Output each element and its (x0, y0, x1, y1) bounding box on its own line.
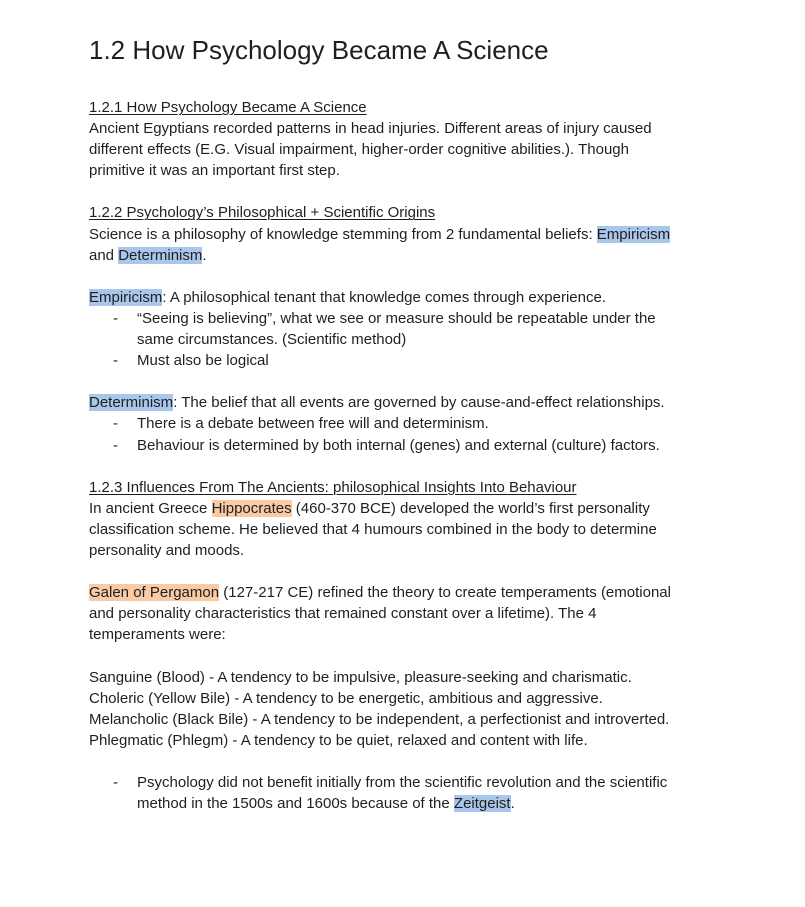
blank-line (89, 181, 769, 202)
highlight-determinism: Determinism (118, 246, 203, 264)
empiricism-definition: Empiricism: A philosophical tenant that knowledge comes through experience. (89, 288, 606, 306)
paragraph-line: different effects (E.G. Visual impairment, higher-order cognitive abilities.). Though (89, 141, 629, 159)
bullet-dash: - (113, 436, 118, 454)
bullet-item-continuation: same circumstances. (Scientific method) (137, 331, 407, 349)
blank-line (89, 645, 769, 666)
bullet-item: - Behaviour is determined by both internal (genes) and external (culture) factors. (89, 435, 769, 456)
bullet-dash: - (113, 352, 118, 370)
paragraph-line: personality and moods. (89, 541, 245, 559)
bullet-item: - Must also be logical (89, 350, 769, 371)
paragraph-line: Science is a philosophy of knowledge stemming from 2 fundamental beliefs: Empiricism (89, 225, 671, 243)
temperament-choleric: Choleric (Yellow Bile) - A tendency to be energetic, ambitious and aggressive. (89, 689, 603, 707)
blank-line (89, 266, 769, 287)
blank-line (89, 751, 769, 772)
highlight-empiricism-term: Empiricism (89, 288, 163, 306)
highlight-zeitgeist: Zeitgeist (453, 795, 511, 813)
bullet-dash: - (113, 415, 118, 433)
bullet-item: - Psychology did not benefit initially from the scientific revolution and the scientific (89, 772, 769, 793)
bullet-item-continuation: method in the 1500s and 1600s because of the Zeitgeist. (137, 795, 515, 813)
bullet-item: - “Seeing is believing”, what we see or measure should be repeatable under the (89, 308, 769, 329)
bullet-dash: - (113, 774, 118, 791)
paragraph-line: Ancient Egyptians recorded patterns in head injuries. Different areas of injury caused (89, 120, 652, 138)
document-body (89, 97, 769, 814)
section-heading-1-2-2: 1.2.2 Psychology’s Philosophical + Scientific Origins (89, 204, 436, 222)
paragraph-line: primitive it was an important first step. (89, 162, 340, 180)
blank-line (89, 561, 769, 582)
highlight-galen: Galen of Pergamon (89, 584, 220, 602)
bullet-item: - There is a debate between free will and determinism. (89, 413, 769, 434)
paragraph-line: and Determinism. (89, 246, 207, 264)
temperament-melancholic: Melancholic (Black Bile) - A tendency to be independent, a perfectionist and introverted. (89, 710, 670, 728)
bullet-dash: - (113, 309, 118, 327)
blank-line (89, 371, 769, 392)
paragraph-line: temperaments were: (89, 626, 226, 644)
section-heading-1-2-1: 1.2.1 How Psychology Became A Science (89, 99, 367, 116)
blank-line (89, 456, 769, 477)
highlight-determinism-term: Determinism (89, 394, 174, 412)
page-title: 1.2 How Psychology Became A Science (89, 35, 549, 65)
paragraph-line: and personality characteristics that remained constant over a lifetime). The 4 (89, 605, 597, 623)
highlight-hippocrates: Hippocrates (211, 499, 292, 517)
temperament-sanguine: Sanguine (Blood) - A tendency to be impulsive, pleasure-seeking and charismatic. (89, 668, 632, 686)
paragraph-line: Galen of Pergamon (127-217 CE) refined the theory to create temperaments (emotional (89, 584, 671, 602)
paragraph-line: classification scheme. He believed that 4 humours combined in the body to determine (89, 520, 657, 538)
section-heading-1-2-3: 1.2.3 Influences From The Ancients: philosophical Insights Into Behaviour (89, 478, 577, 496)
determinism-definition: Determinism: The belief that all events are governed by cause-and-effect relationships. (89, 394, 665, 412)
temperament-phlegmatic: Phlegmatic (Phlegm) - A tendency to be quiet, relaxed and content with life. (89, 731, 588, 749)
highlight-empiricism: Empiricism (596, 225, 671, 243)
paragraph-line: In ancient Greece Hippocrates (460-370 BCE) developed the world’s first personality (89, 499, 650, 517)
